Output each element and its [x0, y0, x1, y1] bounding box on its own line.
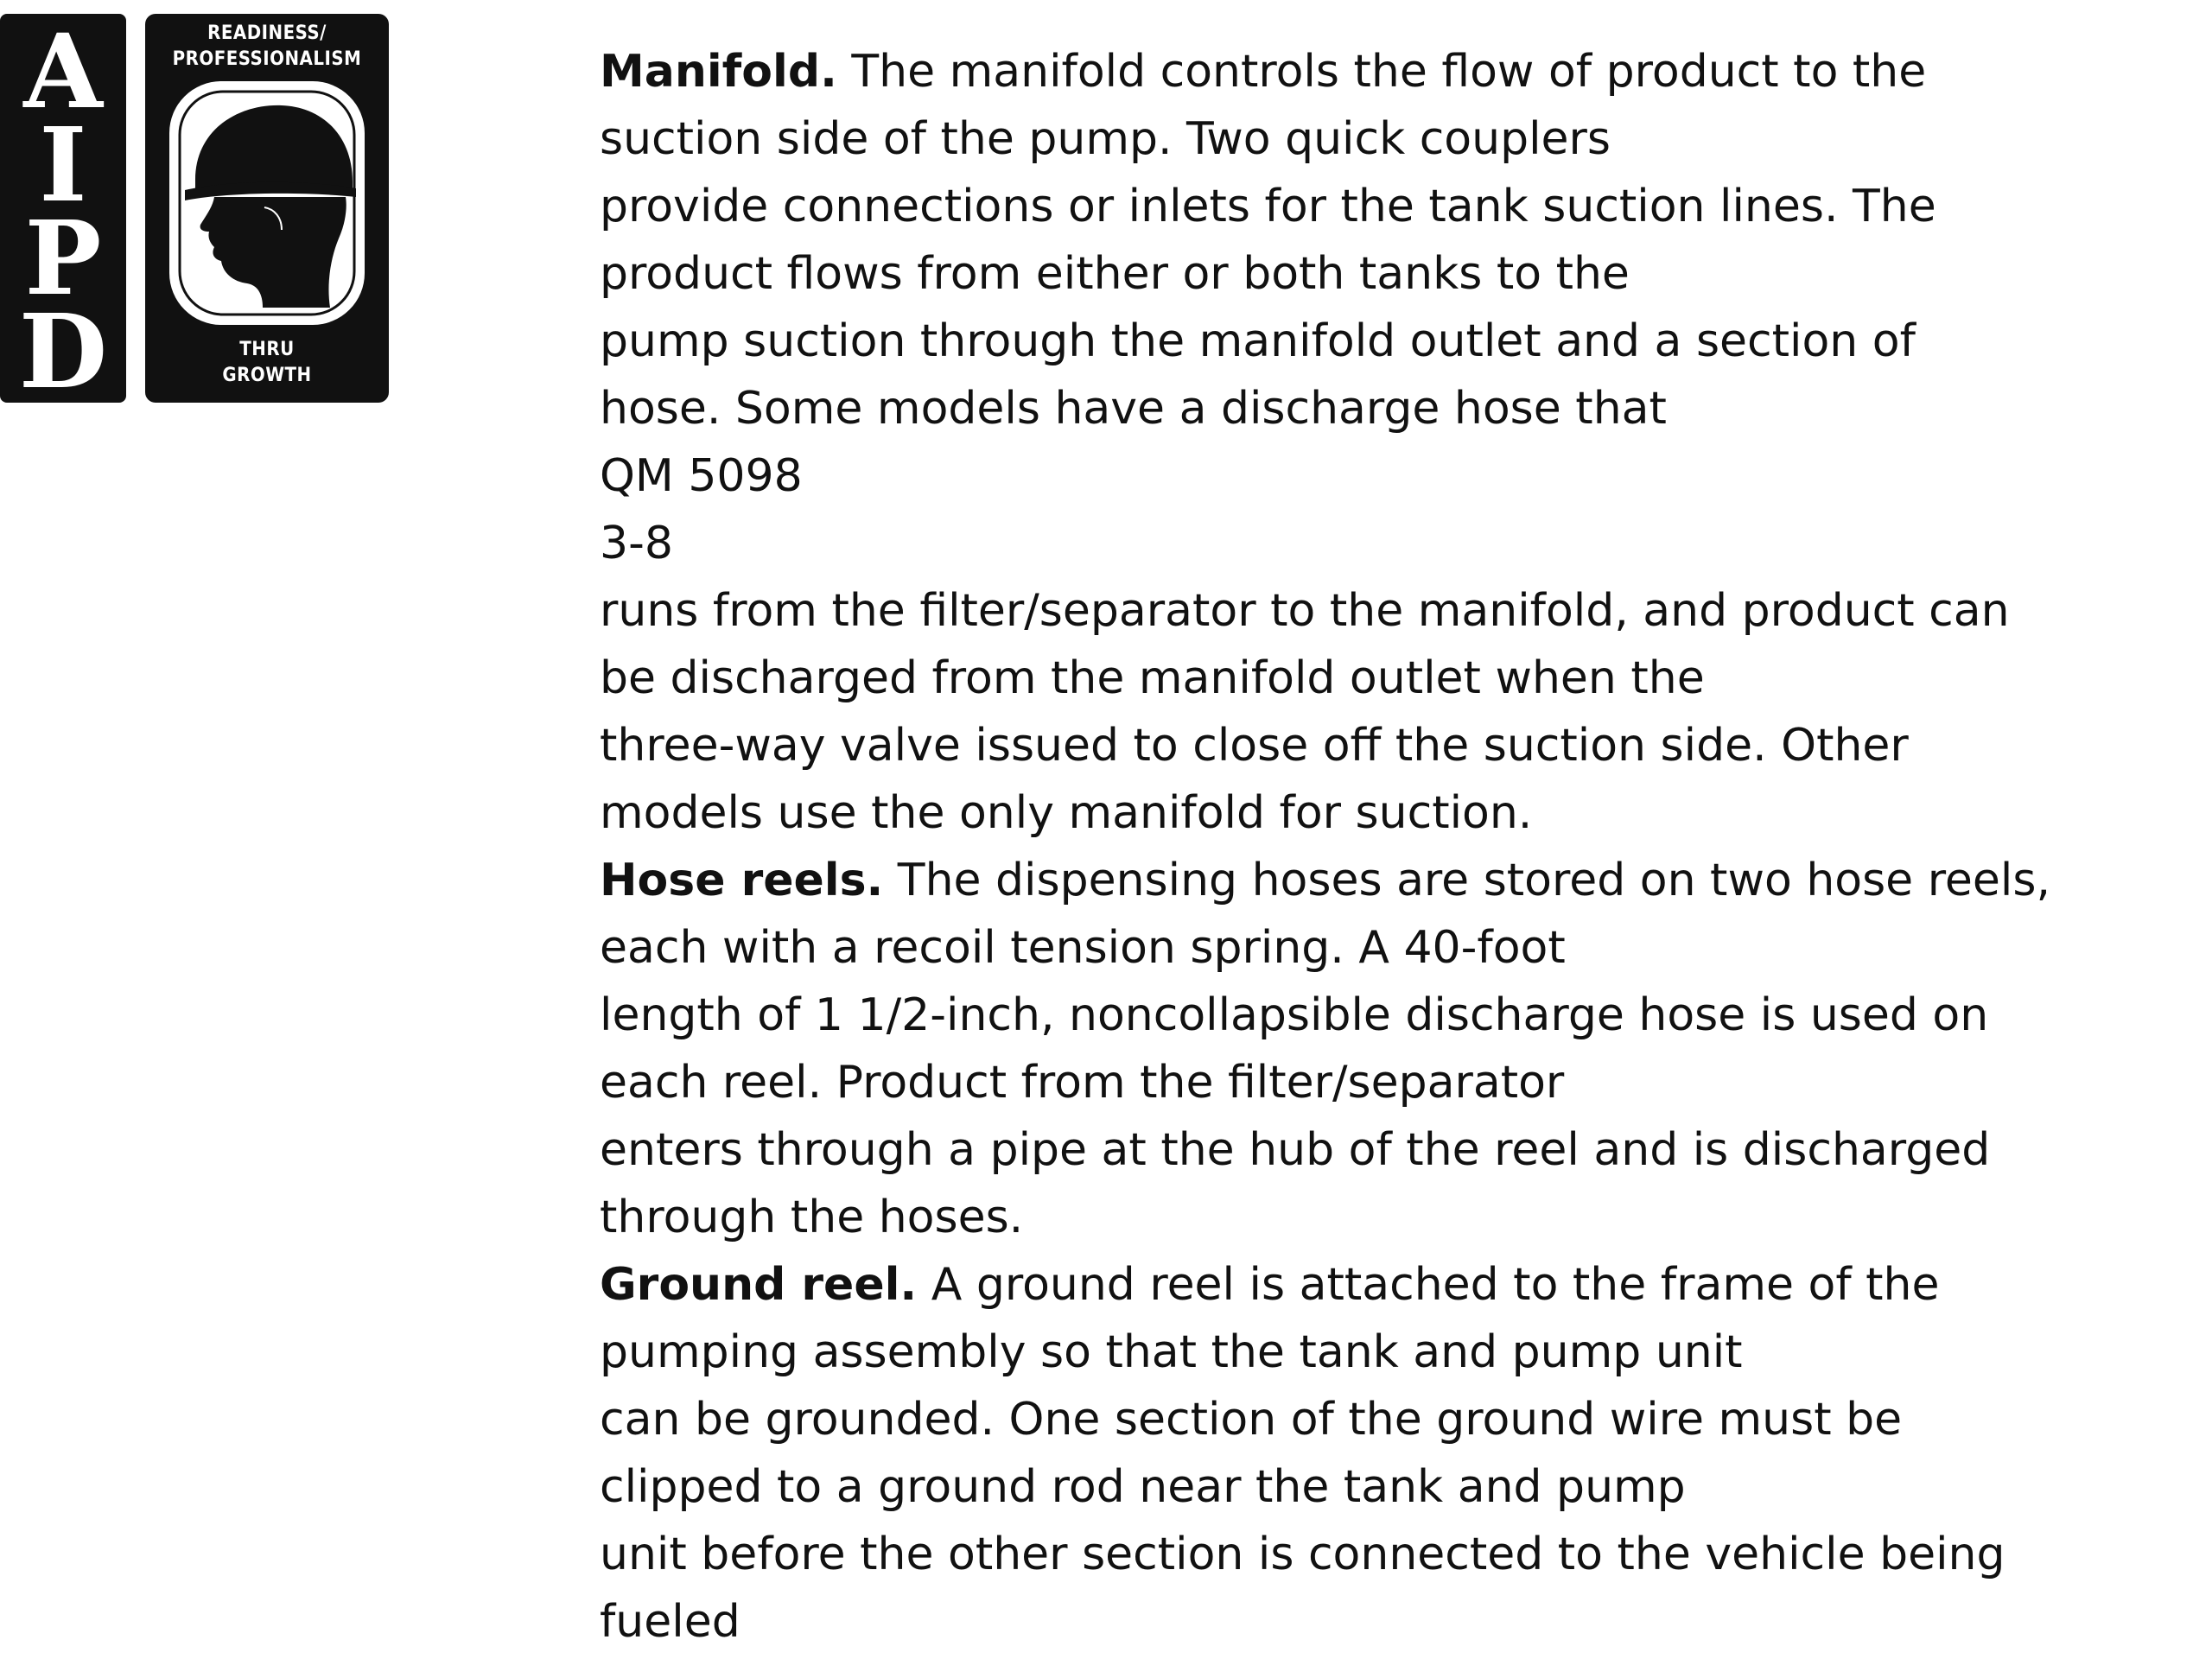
text-line: unit before the other section is connected to the vehicle being: [600, 1529, 2005, 1580]
text-line: three-way valve issued to close off the suction side. Other: [600, 720, 1909, 772]
text-line: fueled: [600, 1596, 741, 1648]
text-line: product flows from either or both tanks to the: [600, 248, 1630, 300]
line-text: A ground reel is attached to the frame of the: [917, 1259, 1940, 1311]
section-heading: Hose reels.: [600, 855, 884, 906]
logo-letter: D: [18, 291, 108, 411]
text-line: through the hoses.: [600, 1192, 1024, 1243]
text-line: hose. Some models have a discharge hose that: [600, 383, 1667, 435]
logo-letter-bar: [0, 11, 126, 411]
text-line: can be grounded. One section of the ground wire must be: [600, 1394, 1903, 1446]
section-heading: Ground reel.: [600, 1259, 918, 1311]
text-line: each with a recoil tension spring. A 40-foot: [600, 922, 1566, 974]
page-number: 3-8: [600, 518, 673, 569]
text-line: [600, 1251, 2155, 1319]
text-line: runs from the filter/separator to the manifold, and product can: [600, 585, 2010, 637]
text-line: be discharged from the manifold outlet when the: [600, 652, 1705, 704]
text-line: pump suction through the manifold outlet and a section of: [600, 315, 1916, 367]
document-body: [600, 38, 2155, 1656]
text-line: models use the only manifold for suction.: [600, 787, 1533, 839]
aipd-logo: [0, 11, 389, 411]
line-text: The dispensing hoses are stored on two hose reels,: [883, 855, 2050, 906]
logo-letter: P: [24, 198, 102, 318]
logo-letter: A: [23, 11, 103, 131]
text-line: pumping assembly so that the tank and pump unit: [600, 1326, 1743, 1378]
logo-letter: I: [39, 105, 87, 225]
logo-top-line: PROFESSIONALISM: [172, 48, 362, 70]
logo-top-line: READINESS/: [207, 22, 327, 44]
text-line: suction side of the pump. Two quick couplers: [600, 113, 1611, 165]
text-line: each reel. Product from the filter/separator: [600, 1057, 1565, 1109]
line-text: The manifold controls the flow of product to the: [836, 46, 1927, 98]
text-line: clipped to a ground rod near the tank and pump: [600, 1461, 1686, 1513]
text-line: [600, 38, 2155, 105]
text-line: [600, 847, 2155, 914]
soldier-helmet-silhouette-icon: [161, 78, 373, 328]
logo-bottom-text: [145, 337, 389, 389]
logo-top-text: [145, 21, 389, 73]
logo-emblem-panel: [145, 14, 389, 403]
logo-bottom-line: GROWTH: [222, 365, 312, 386]
text-line: enters through a pipe at the hub of the reel and is discharged: [600, 1124, 1991, 1176]
logo-bottom-line: THRU: [239, 339, 295, 360]
page-reference: QM 5098: [600, 450, 803, 502]
section-heading: Manifold.: [600, 46, 837, 98]
text-line: provide connections or inlets for the tank suction lines. The: [600, 181, 1936, 232]
text-line: length of 1 1/2-inch, noncollapsible discharge hose is used on: [600, 989, 1989, 1041]
